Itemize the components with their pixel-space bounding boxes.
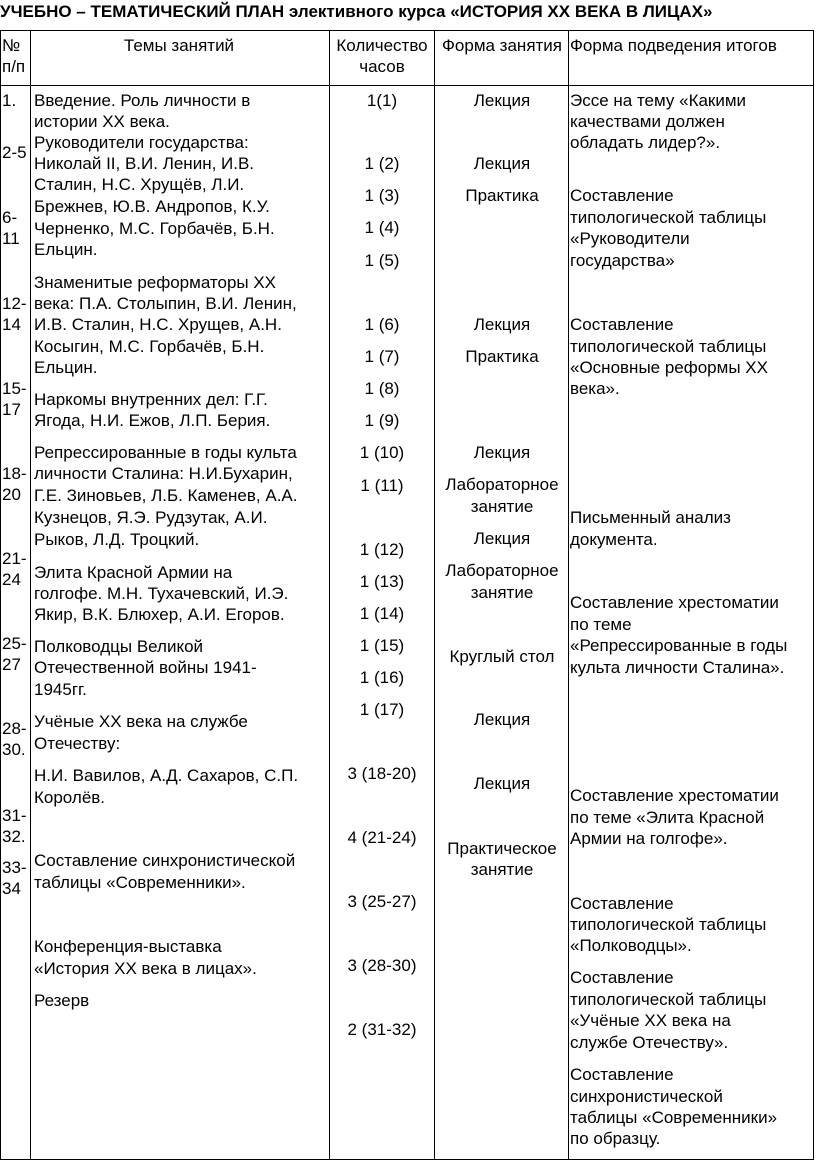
assessment-line: Армии на голгофе». (570, 829, 728, 848)
lesson-number: 11 (2, 229, 20, 248)
lesson-number: 30. (2, 740, 26, 759)
topic-line: Якир, В.К. Блюхер, А.И. Егоров. (34, 605, 285, 624)
assessment-line: типологической таблицы (570, 208, 767, 227)
hours-value: 1 (11) (360, 476, 404, 495)
assessment-line: государства» (570, 251, 675, 270)
lesson-number: 20 (2, 485, 21, 504)
topic-line: Резерв (34, 991, 90, 1010)
assessment-line: Составление хрестоматии (570, 786, 779, 805)
lesson-form: занятие (470, 583, 534, 602)
hours-value: 1 (17) (359, 700, 405, 719)
topic-line: 1945гг. (34, 680, 87, 699)
topic-line: века: П.А. Столыпин, В.И. Ленин, (34, 294, 297, 313)
hours-value: 1 (4) (364, 218, 400, 237)
assessment-line: «Основные реформы ХХ (570, 358, 768, 377)
assessment-line: «Полководцы». (570, 936, 692, 955)
lesson-form: Лабораторное (445, 561, 559, 580)
topic-line: личности Сталина: Н.И.Бухарин, (34, 464, 293, 483)
hours-value: 1 (13) (359, 572, 405, 591)
hours-value: 4 (21-24) (347, 828, 417, 847)
header-hours: Количество (336, 36, 428, 55)
topic-line: Элита Красной Армии на (34, 563, 233, 582)
topic-line: Отечественной войны 1941- (34, 658, 257, 677)
topic-line: Рыков, Л.Д. Троцкий. (34, 530, 200, 549)
assessment-line: синхронистической (570, 1087, 723, 1106)
lesson-form: Лекция (473, 710, 531, 729)
topic-line: Ельцин. (34, 358, 98, 377)
lesson-number: 21- (2, 549, 27, 568)
lesson-number: 15- (2, 379, 27, 398)
lesson-form: Лекция (473, 91, 531, 110)
assessment-line: службе Отечеству». (570, 1033, 729, 1052)
assessment-line: типологической таблицы (570, 990, 767, 1009)
topic-line: Кузнецов, Я.Э. Рудзутак, А.И. (34, 508, 268, 527)
hours-value: 1 (8) (364, 379, 400, 398)
assessment-line: типологической таблицы (570, 337, 767, 356)
assessment-line: «Репрессированные в годы (570, 636, 788, 655)
assessment-line: документа. (570, 530, 658, 549)
topic-line: Отечеству: (34, 734, 121, 753)
assessment-line: «Учёные ХХ века на (570, 1011, 731, 1030)
topic-line: Брежнев, Ю.В. Андропов, К.У. (34, 197, 270, 216)
header-result: Форма подведения итогов (570, 36, 777, 55)
hours-value: 1 (12) (359, 540, 405, 559)
topic-line: Косыгин, М.С. Горбачёв, Б.Н. (34, 337, 265, 356)
assessment-line: «Руководители (570, 229, 690, 248)
lesson-number: 17 (2, 400, 21, 419)
assessment-line: Составление (570, 315, 674, 334)
hours-value: 1 (10) (359, 443, 405, 462)
assessment-line: Составление хрестоматии (570, 593, 779, 612)
lesson-form: Практика (465, 186, 539, 205)
topic-line: таблицы «Современники». (34, 873, 246, 892)
assessment-line: культа личности Сталина». (570, 658, 785, 677)
assessment-line: Эссе на тему «Какими (570, 91, 747, 110)
hours-value: 2 (31-32) (347, 1020, 417, 1039)
hours-value: 1 (2) (364, 154, 400, 173)
header-form: Форма занятия (441, 36, 563, 55)
topic-line: Руководители государства: (34, 133, 249, 152)
assessment-line: Составление (570, 1065, 674, 1084)
assessment-line: по образцу. (570, 1129, 661, 1148)
topic-line: И.В. Сталин, Н.С. Хрущев, А.Н. (34, 315, 282, 334)
assessment-line: века». (570, 379, 620, 398)
lesson-form: занятие (470, 497, 534, 516)
hours-value: 1 (16) (359, 668, 405, 687)
column-divider (30, 31, 31, 1159)
lesson-number: 2-5 (2, 143, 27, 162)
hours-value: 3 (28-30) (347, 956, 417, 975)
lesson-form: Практическое (447, 839, 557, 858)
topic-line: Наркомы внутренних дел: Г.Г. (34, 390, 268, 409)
hours-value: 1 (14) (359, 604, 405, 623)
topic-line: истории ХХ века. (34, 112, 170, 131)
assessment-line: таблицы «Современники» (570, 1108, 778, 1127)
lesson-form: Практика (465, 347, 539, 366)
assessment-line: обладать лидер?». (570, 133, 721, 152)
assessment-line: по теме «Элита Красной (570, 808, 765, 827)
topic-line: Полководцы Великой (34, 637, 204, 656)
topic-line: Составление синхронистической (34, 851, 296, 870)
lesson-number: 34 (2, 879, 21, 898)
topic-line: Знаменитые реформаторы ХХ (34, 273, 277, 292)
lesson-number: 12- (2, 294, 27, 313)
topic-line: Конференция-выставка (34, 937, 222, 956)
hours-value: 1 (3) (364, 186, 400, 205)
hours-value: 1 (6) (364, 315, 400, 334)
hours-value: 3 (18-20) (347, 764, 417, 783)
assessment-line: типологической таблицы (570, 915, 767, 934)
lesson-number: 28- (2, 719, 27, 738)
hours-value: 1 (7) (364, 347, 400, 366)
header-hours: часов (359, 57, 405, 76)
topic-line: Репрессированные в годы культа (34, 443, 297, 462)
header-divider (1, 85, 813, 86)
lesson-form: занятие (470, 860, 534, 879)
lesson-form: Лекция (473, 315, 531, 334)
lesson-number: 27 (2, 655, 21, 674)
topic-line: Г.Е. Зиновьев, Л.Б. Каменев, А.А. (34, 486, 298, 505)
lesson-form: Лекция (473, 774, 531, 793)
topic-line: Ельцин. (34, 240, 98, 259)
lesson-number: 24 (2, 570, 21, 589)
assessment-line: Составление (570, 894, 674, 913)
topic-line: Королёв. (34, 788, 106, 807)
assessment-line: Составление (570, 186, 674, 205)
topic-line: Ягода, Н.И. Ежов, Л.П. Берия. (34, 411, 271, 430)
page-title: УЧЕБНО – ТЕМАТИЧЕСКИЙ ПЛАН элективного курса «ИСТОРИЯ ХХ ВЕКА В ЛИЦАХ» (0, 2, 713, 21)
lesson-number: 25- (2, 634, 27, 653)
lesson-form: Лекция (473, 443, 531, 462)
topic-line: голгофе. М.Н. Тухачевский, И.Э. (34, 584, 289, 603)
lesson-number: 33- (2, 858, 27, 877)
header-num: п/п (2, 57, 26, 76)
topic-line: Учёные ХХ века на службе (34, 712, 248, 731)
topic-line: Н.И. Вавилов, А.Д. Сахаров, С.П. (34, 766, 299, 785)
topic-line: Сталин, Н.С. Хрущёв, Л.И. (34, 175, 245, 194)
lesson-form: Круглый стол (449, 647, 555, 666)
assessment-line: качествами должен (570, 112, 725, 131)
assessment-line: Составление (570, 968, 674, 987)
header-num: № (2, 36, 21, 55)
lesson-form: Лекция (473, 154, 531, 173)
lesson-number: 1. (2, 91, 17, 110)
lesson-number: 31- (2, 806, 27, 825)
lesson-number: 32. (2, 827, 26, 846)
topic-line: Николай II, В.И. Ленин, И.В. (34, 154, 255, 173)
lesson-form: Лекция (473, 529, 531, 548)
topic-line: «История ХХ века в лицах». (34, 959, 257, 978)
assessment-line: по теме (570, 615, 632, 634)
hours-value: 1 (9) (364, 411, 400, 430)
hours-value: 1 (15) (359, 636, 405, 655)
lesson-number: 6- (2, 208, 18, 227)
hours-value: 1 (5) (364, 251, 400, 270)
lesson-form: Лабораторное (445, 475, 559, 494)
header-topic: Темы занятий (123, 36, 235, 55)
lesson-number: 18- (2, 464, 27, 483)
hours-value: 1(1) (366, 91, 398, 110)
hours-value: 3 (25-27) (347, 892, 417, 911)
topic-line: Введение. Роль личности в (34, 91, 251, 110)
assessment-line: Письменный анализ (570, 508, 731, 527)
lesson-number: 14 (2, 315, 21, 334)
topic-line: Черненко, М.С. Горбачёв, Б.Н. (34, 219, 275, 238)
